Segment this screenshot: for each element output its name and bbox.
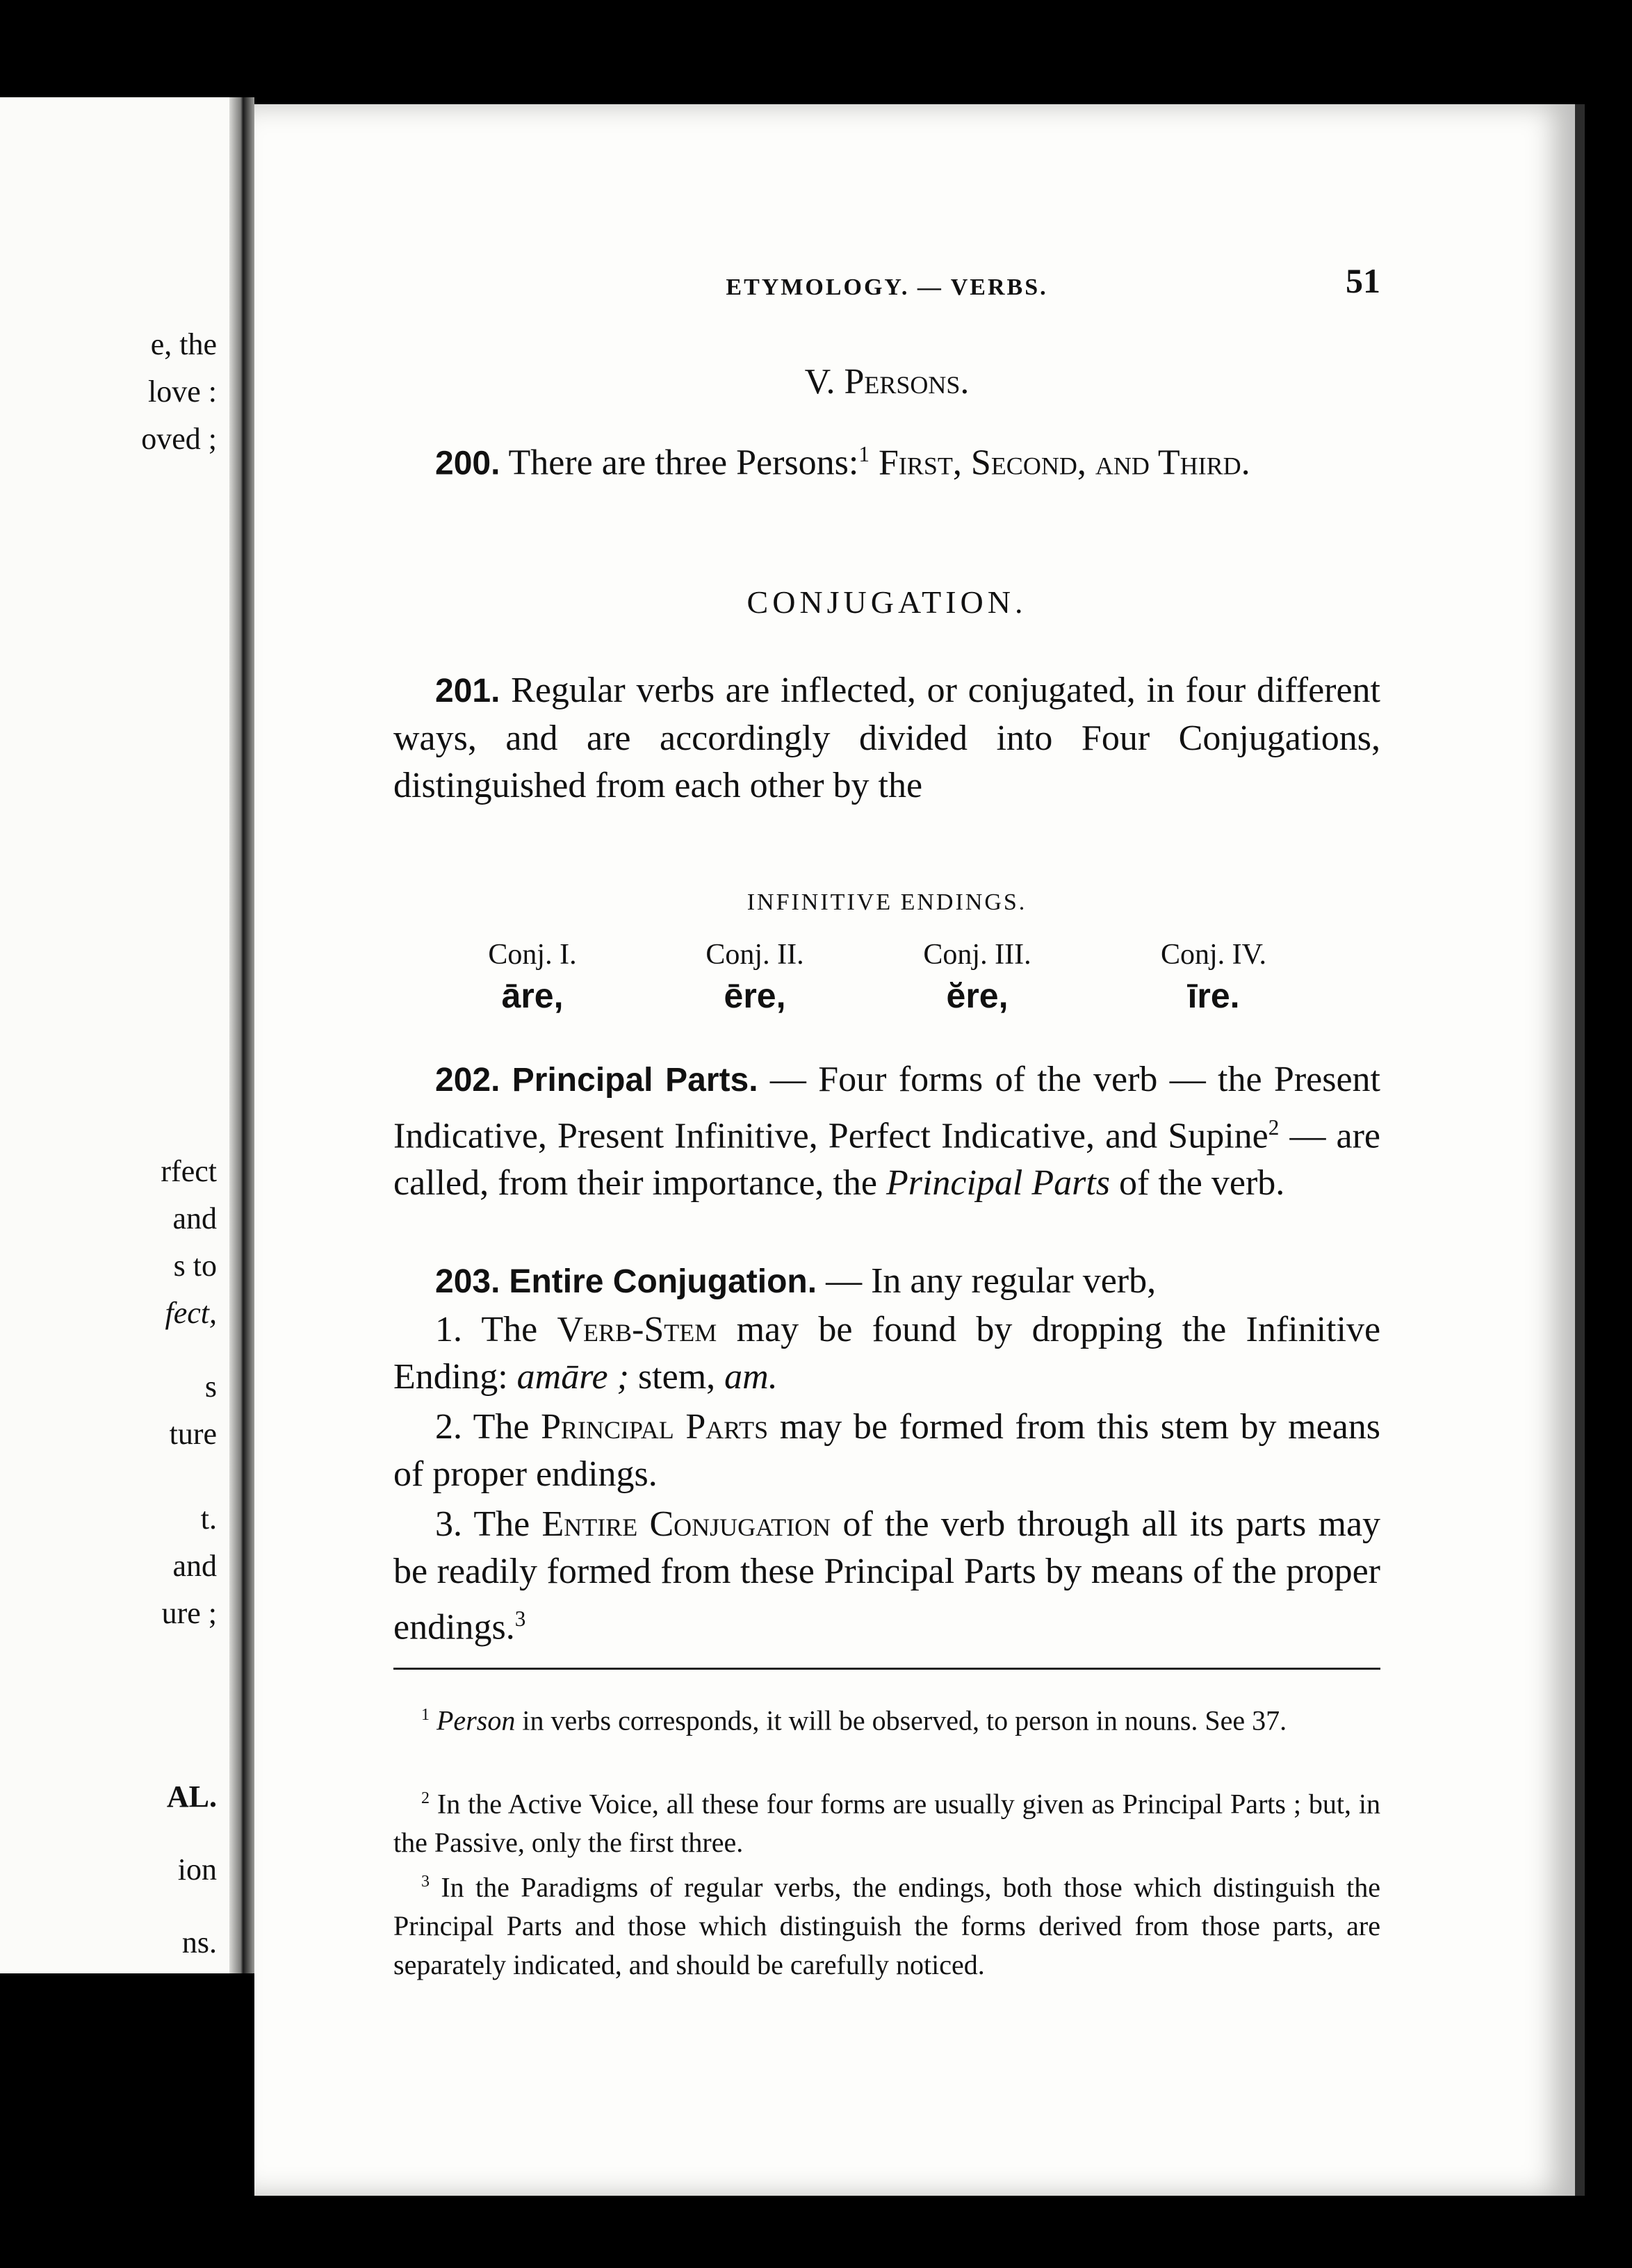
ending-label: Conj. IV.	[1160, 939, 1267, 971]
item-text: of the verb through all its parts may be readily formed from these Principal Parts by means of the proper endings.	[393, 1504, 1381, 1647]
footnote-ref: 3	[514, 1606, 526, 1631]
footnote-ref: 2	[1268, 1115, 1280, 1140]
paragraph-number: 203.	[435, 1263, 500, 1300]
section-heading: V. Persons.	[804, 362, 970, 402]
ending-conj-2	[671, 938, 838, 1016]
ending-conj-3	[894, 938, 1061, 1016]
paragraph-text: Regular verbs are inflected, or conjugated, in four different ways, and are accordingly divided into Four Conjugations, distinguished from each other by the	[393, 671, 1381, 805]
running-title: ETYMOLOGY. — VERBS.	[726, 274, 1048, 300]
footnote-text: in verbs corresponds, it will be observed, to person in nouns. See 37.	[522, 1704, 1287, 1736]
paragraph-text: — Four forms of the verb — the Present Indicative, Present Infinitive, Perfect Indicative, and Supine	[393, 1060, 1381, 1156]
left-fragment: and	[172, 1201, 217, 1235]
footnote-ref: 1	[858, 442, 870, 466]
paragraph-number: 202.	[435, 1062, 500, 1099]
item-text: The	[481, 1310, 538, 1349]
footnote-rule	[393, 1668, 1380, 1670]
item-number: 1.	[435, 1310, 462, 1349]
item-term: Principal Parts	[541, 1407, 769, 1447]
ending-label: Conj. III.	[923, 939, 1031, 971]
paragraph-203	[393, 1258, 1380, 1306]
paragraph-number: 200.	[435, 445, 500, 482]
item-italic: amāre ;	[516, 1357, 629, 1397]
item-text: may be found by dropping the Infinitive Ending:	[393, 1310, 1381, 1397]
book-page	[254, 104, 1585, 2196]
left-fragment: AL.	[166, 1780, 217, 1814]
footnote-text: In the Paradigms of regular verbs, the endings, both those which distinguish the Principal Parts and those which distinguish the forms derived from those parts, are separately indicated, and should be carefully noticed.	[393, 1871, 1380, 1981]
item-italic: am.	[724, 1357, 778, 1397]
page-number: 51	[1346, 261, 1380, 300]
item-text: stem,	[637, 1357, 716, 1397]
footnote-text: In the Active Voice, all these four forms are usually given as Principal Parts ; but, in the Passive, only the first three.	[393, 1788, 1380, 1859]
footnote-mark: 3	[421, 1873, 430, 1891]
ending-form: ēre,	[724, 976, 786, 1015]
running-head	[393, 261, 1380, 309]
list-item-3	[393, 1501, 1380, 1651]
paragraph-text: — In any regular verb,	[826, 1261, 1157, 1301]
ending-form: īre.	[1187, 976, 1240, 1015]
list-item-1	[393, 1306, 1380, 1401]
left-fragment: s to	[173, 1249, 217, 1283]
paragraph-title: Principal Parts.	[512, 1062, 758, 1099]
paragraph-text: First, Second, and Third.	[878, 443, 1250, 483]
ending-conj-4	[1130, 938, 1297, 1016]
ending-label: Conj. II.	[705, 939, 804, 971]
left-fragment: ns.	[181, 1925, 217, 1959]
ending-label: Conj. I.	[488, 939, 577, 971]
left-fragment: ion	[177, 1852, 217, 1887]
left-fragment: and	[172, 1549, 217, 1583]
paragraph-title: Entire Conjugation.	[509, 1263, 817, 1300]
paragraph-text: — are called, from their importance, the	[393, 1116, 1381, 1203]
footnote-1	[393, 1695, 1380, 1740]
footnote-italic: Person	[436, 1704, 516, 1736]
left-page-edge	[0, 97, 229, 1973]
footnote-2	[393, 1779, 1380, 1862]
paragraph-text: There are three Persons:	[508, 443, 859, 483]
left-fragment: ure ;	[161, 1596, 217, 1630]
item-term: Entire Conjugation	[541, 1504, 831, 1544]
left-fragment: fect,	[165, 1296, 217, 1330]
paragraph-text: of the verb.	[1119, 1163, 1285, 1203]
item-number: 3.	[435, 1504, 462, 1544]
item-text: The	[473, 1504, 530, 1544]
conjugation-heading: CONJUGATION.	[746, 584, 1027, 620]
book-gutter	[229, 97, 254, 1973]
left-fragment: ture	[169, 1417, 217, 1451]
paragraph-200	[393, 431, 1380, 487]
ending-conj-1	[449, 938, 616, 1016]
ending-form: āre,	[501, 976, 564, 1015]
footnote-mark: 1	[421, 1706, 430, 1724]
left-fragment: t.	[200, 1502, 217, 1536]
paragraph-number: 201.	[435, 673, 500, 709]
footnote-3	[393, 1862, 1380, 1984]
item-text: may be formed from this stem by means of proper endings.	[393, 1407, 1381, 1494]
item-text: The	[473, 1407, 530, 1447]
item-term: Verb-Stem	[557, 1310, 717, 1349]
list-item-2	[393, 1404, 1380, 1498]
ending-form: ĕre,	[946, 976, 1009, 1015]
left-fragment: love :	[148, 375, 217, 409]
paragraph-202	[393, 1056, 1380, 1207]
paragraph-201	[393, 667, 1380, 810]
left-fragment: s	[204, 1370, 217, 1404]
paragraph-italic: Principal Parts	[886, 1163, 1111, 1203]
left-fragment: e, the	[150, 327, 217, 361]
item-number: 2.	[435, 1407, 462, 1447]
endings-row	[393, 938, 1380, 1035]
left-fragment: rfect	[161, 1154, 217, 1188]
infinitive-endings-heading: INFINITIVE ENDINGS.	[746, 889, 1027, 915]
left-fragment: oved ;	[141, 422, 217, 456]
footnote-mark: 2	[421, 1789, 430, 1807]
